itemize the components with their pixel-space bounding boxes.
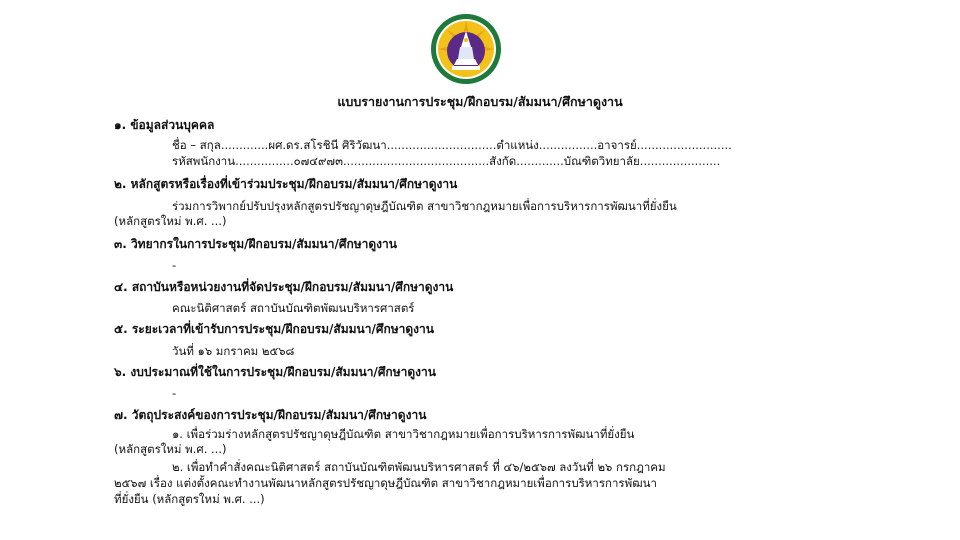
dotted-leader: .............................. <box>386 138 497 152</box>
university-seal-logo <box>430 13 502 85</box>
affiliation-value: บัณฑิตวิทยาลัย <box>563 154 640 168</box>
section-2-text-cont: (หลักสูตรใหม่ พ.ศ. ...) <box>114 214 227 228</box>
name-value: ผศ.ดร.สโรชินี ศิริวัฒนา <box>268 138 387 152</box>
section-6-heading: ๖. งบประมาณที่ใช้ในการประชุม/ฝึกอบรม/สัมมนา/ศึกษาดูงาน <box>114 365 436 379</box>
employee-id-row <box>172 154 720 168</box>
employee-id-value: ๐๗๔๙๗๓ <box>293 154 343 168</box>
dotted-leader: ............. <box>220 138 269 152</box>
dotted-leader: .......................... <box>636 138 732 152</box>
objective-2-text: ๒. เพื่อทำคำสั่งคณะนิติศาสตร์ สถาบันบัณฑิตพัฒนบริหารศาสตร์ ที่ ๔๖/๒๕๖๗ ลงวันที่ ๒๖ กรกฎาคม <box>172 460 666 474</box>
section-4-heading: ๔. สถาบันหรือหน่วยงานที่จัดประชุม/ฝึกอบรม/สัมมนา/ศึกษาดูงาน <box>114 280 454 294</box>
dotted-leader: ........................................ <box>342 154 490 168</box>
section-1-heading: ๑. ข้อมูลส่วนบุคคล <box>114 118 215 132</box>
section-4-value: คณะนิติศาสตร์ สถาบันบัณฑิตพัฒนบริหารศาสตร์ <box>172 301 415 315</box>
name-label: ชื่อ – สกุล <box>172 138 221 152</box>
objective-1-text: ๑. เพื่อร่วมร่างหลักสูตรปรัชญาดุษฎีบัณฑิต สาขาวิชากฎหมายเพื่อการบริหารการพัฒนาที่ยั่งยืน <box>172 427 635 441</box>
section-6-value: - <box>172 386 177 400</box>
objective-2-text-cont2: ที่ยั่งยืน (หลักสูตรใหม่ พ.ศ. ...) <box>114 492 265 506</box>
dotted-leader: ................ <box>235 154 294 168</box>
dotted-leader: ............. <box>516 154 564 168</box>
objective-2-text-cont: ๒๕๖๗ เรื่อง แต่งตั้งคณะทำงานพัฒนาหลักสูตรปรัชญาดุษฎีบัณฑิต สาขาวิชากฎหมายเพื่อการบริหารการพัฒนา <box>114 476 657 490</box>
section-5-heading: ๕. ระยะเวลาที่เข้ารับการประชุม/ฝึกอบรม/สัมมนา/ศึกษาดูงาน <box>114 322 434 336</box>
section-7-heading: ๗. วัตถุประสงค์ของการประชุม/ฝึกอบรม/สัมมนา/ศึกษาดูงาน <box>114 408 427 422</box>
dotted-leader: ................ <box>538 138 598 152</box>
section-3-heading: ๓. วิทยากรในการประชุม/ฝึกอบรม/สัมมนา/ศึกษาดูงาน <box>114 237 397 251</box>
section-2-text: ร่วมการวิพากย์ปรับปรุงหลักสูตรปรัชญาดุษฎีบัณฑิต สาขาวิชากฎหมายเพื่อการบริหารการพัฒนาที่ยั่งยืน <box>172 199 677 213</box>
objective-1-text-cont: (หลักสูตรใหม่ พ.ศ. ...) <box>114 442 227 456</box>
position-value: อาจารย์ <box>597 138 637 152</box>
document-title: แบบรายงานการประชุม/ฝึกอบรม/สัมมนา/ศึกษาดูงาน <box>337 94 623 109</box>
section-3-value: - <box>172 258 177 272</box>
section-5-value: วันที่ ๑๖ มกราคม ๒๕๖๘ <box>172 344 295 358</box>
employee-id-label: รหัสพนักงาน <box>172 154 236 168</box>
section-2-heading: ๒. หลักสูตรหรือเรื่องที่เข้าร่วมประชุม/ฝึกอบรม/สัมมนา/ศึกษาดูงาน <box>114 177 458 191</box>
name-row <box>172 138 732 152</box>
position-label: ตำแหน่ง <box>496 138 539 152</box>
affiliation-label: สังกัด <box>489 154 517 168</box>
dotted-leader: ...................... <box>639 154 721 168</box>
